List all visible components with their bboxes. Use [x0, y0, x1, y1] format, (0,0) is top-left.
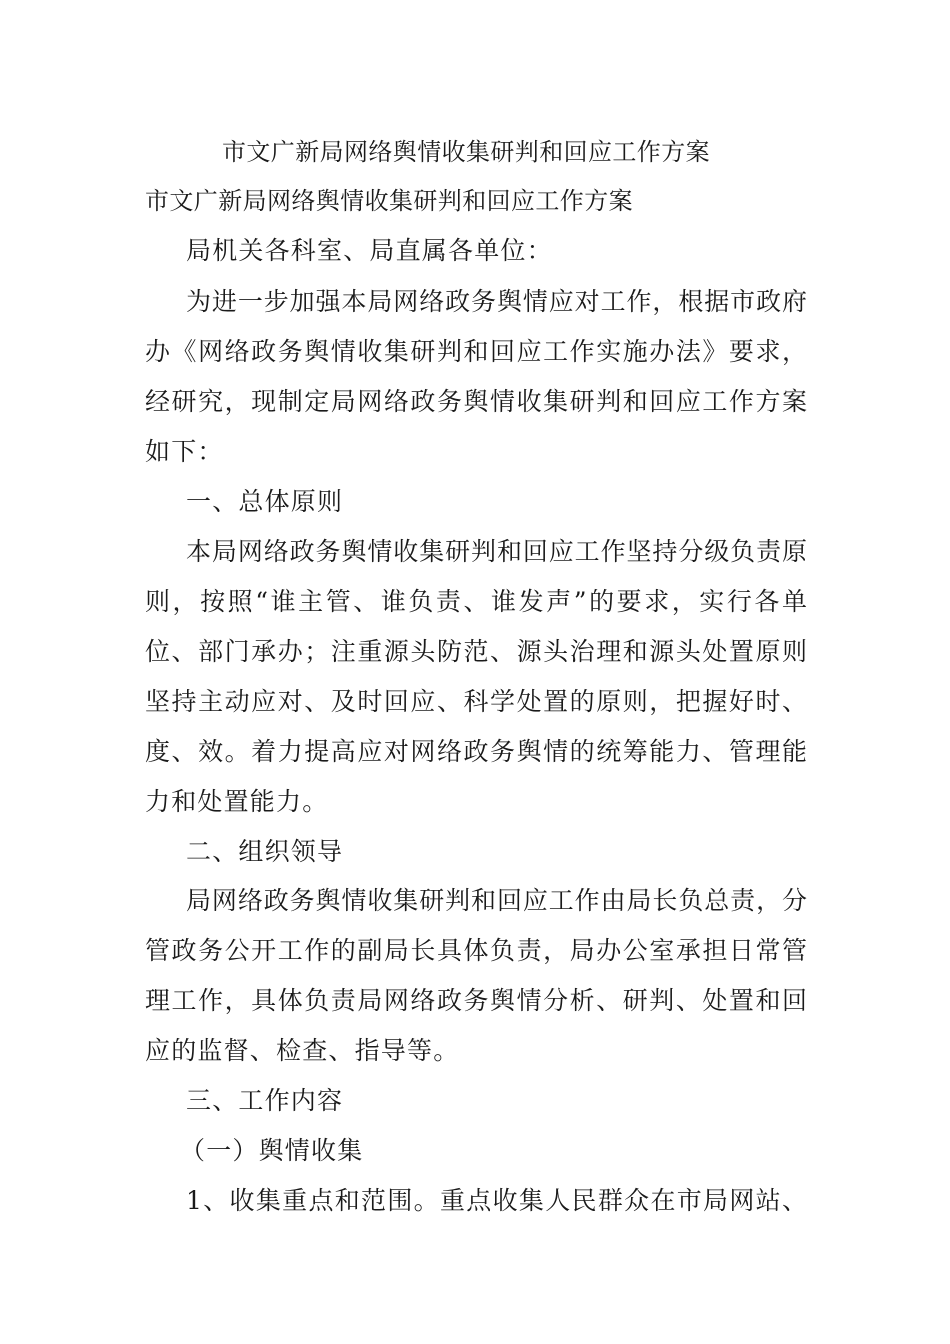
organization-line-3: 理工作，具体负责局网络政务舆情分析、研判、处置和回 — [145, 986, 807, 1015]
subsection-heading-collection: （一）舆情收集 — [180, 1136, 364, 1165]
page-title: 市文广新局网络舆情收集研判和回应工作方案 — [222, 138, 710, 166]
principles-line-6: 力和处置能力。 — [145, 787, 329, 816]
intro-line-1: 为进一步加强本局网络政务舆情应对工作，根据市政府 — [186, 287, 807, 316]
principles-line-3: 位、部门承办；注重源头防范、源头治理和源头处置原则 — [145, 637, 807, 666]
section-heading-organization: 二、组织领导 — [186, 837, 344, 866]
section-heading-principles: 一、总体原则 — [186, 487, 344, 516]
organization-line-4: 应的监督、检查、指导等。 — [145, 1036, 460, 1065]
organization-line-2: 管政务公开工作的副局长具体负责，局办公室承担日常管 — [145, 936, 807, 965]
intro-line-2: 办《网络政务舆情收集研判和回应工作实施办法》要求， — [145, 337, 807, 366]
salutation: 局机关各科室、局直属各单位： — [186, 236, 553, 265]
principles-line-2: 则，按照“谁主管、谁负责、谁发声”的要求，实行各单 — [145, 587, 807, 616]
section-heading-work-content: 三、工作内容 — [186, 1086, 344, 1115]
principles-line-4: 坚持主动应对、及时回应、科学处置的原则，把握好时、 — [145, 687, 807, 716]
intro-line-3: 经研究，现制定局网络政务舆情收集研判和回应工作方案 — [145, 387, 807, 416]
organization-line-1: 局网络政务舆情收集研判和回应工作由局长负总责，分 — [186, 886, 807, 915]
document-subtitle: 市文广新局网络舆情收集研判和回应工作方案 — [145, 187, 633, 215]
intro-line-4: 如下： — [145, 437, 224, 466]
collection-item-1: 1、收集重点和范围。重点收集人民群众在市局网站、 — [186, 1186, 807, 1215]
principles-line-1: 本局网络政务舆情收集研判和回应工作坚持分级负责原 — [186, 537, 807, 566]
principles-line-5: 度、效。着力提高应对网络政务舆情的统筹能力、管理能 — [145, 737, 807, 766]
